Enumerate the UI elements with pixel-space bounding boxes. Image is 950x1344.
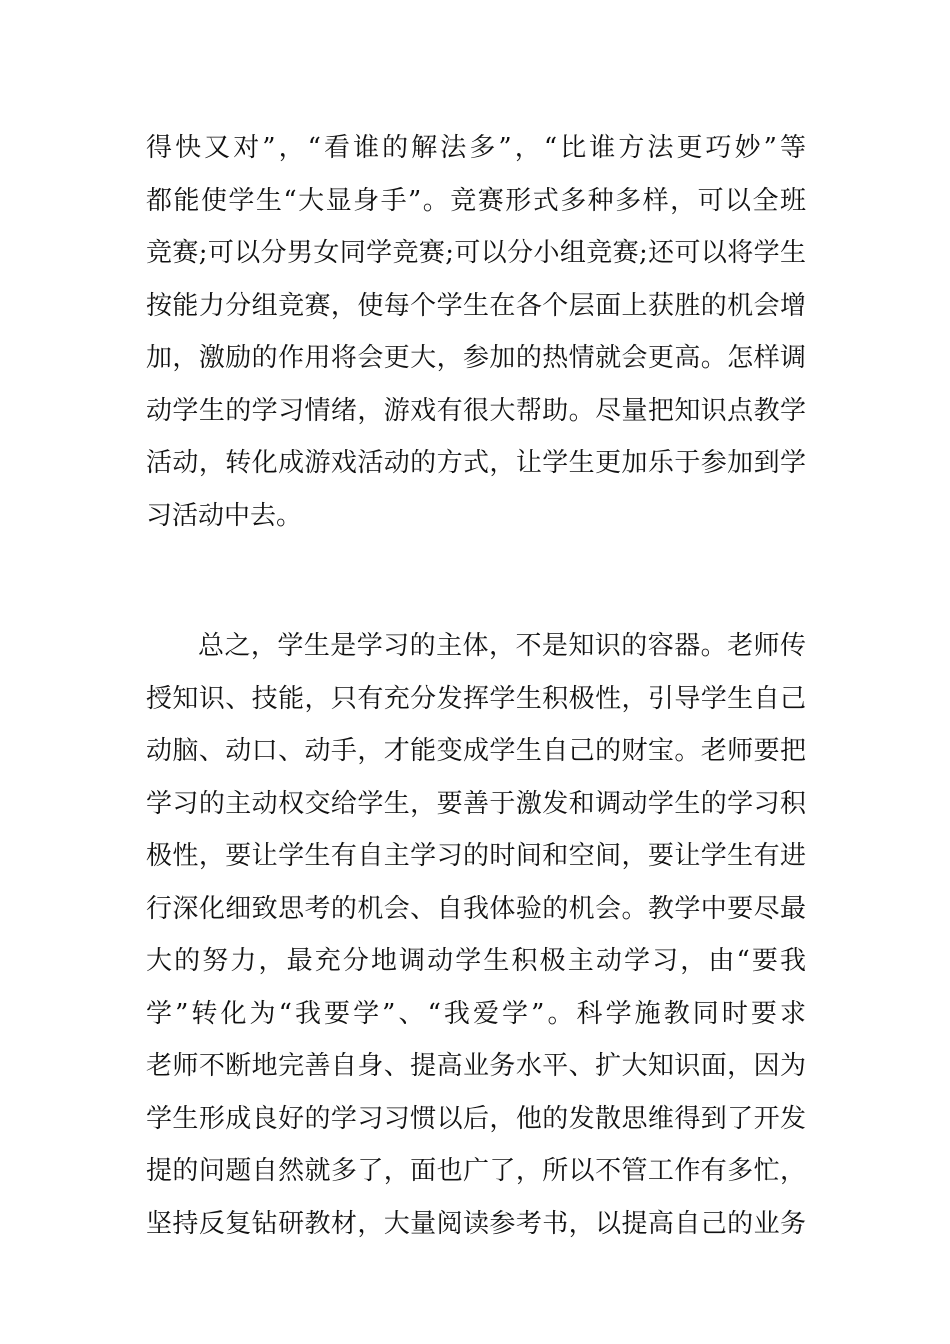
paragraph-line: 都能使学生“大显身手”。竞赛形式多种多样，可以全班 xyxy=(146,185,806,216)
paragraph-line: 坚持反复钻研教材，大量阅读参考书，以提高自己的业务 xyxy=(146,1208,806,1239)
paragraph-line: 活动，转化成游戏活动的方式，让学生更加乐于参加到学 xyxy=(146,448,806,478)
paragraph-line: 老师不断地完善自身、提高业务水平、扩大知识面，因为 xyxy=(146,1051,806,1081)
paragraph-line: 学习的主动权交给学生，要善于激发和调动学生的学习积 xyxy=(146,788,806,819)
paragraph-line: 授知识、技能，只有充分发挥学生积极性，引导学生自己 xyxy=(146,683,806,714)
paragraph-line: 动脑、动口、动手，才能变成学生自己的财宝。老师要把 xyxy=(146,736,806,766)
paragraph-line: 动学生的学习情绪，游戏有很大帮助。尽量把知识点教学 xyxy=(146,395,806,426)
paragraph-line: 学”转化为“我要学”、“我爱学”。科学施教同时要求 xyxy=(146,998,806,1029)
paragraph-line: 加，激励的作用将会更大，参加的热情就会更高。怎样调 xyxy=(146,343,806,373)
paragraph-line: 得快又对”，“看谁的解法多”，“比谁方法更巧妙”等 xyxy=(146,133,806,163)
paragraph-line: 竞赛;可以分男女同学竞赛;可以分小组竞赛;还可以将学生 xyxy=(146,238,806,268)
paragraph-line: 按能力分组竞赛，使每个学生在各个层面上获胜的机会增 xyxy=(146,290,806,321)
paragraph-line: 行深化细致思考的机会、自我体验的机会。教学中要尽最 xyxy=(146,893,806,924)
paragraph-line: 总之，学生是学习的主体，不是知识的容器。老师传 xyxy=(198,631,806,661)
paragraph-1 xyxy=(146,122,806,542)
paragraph-line: 大的努力，最充分地调动学生积极主动学习，由“要我 xyxy=(146,946,806,976)
paragraph-line: 习活动中去。 xyxy=(146,500,303,531)
paragraph-line: 学生形成良好的学习习惯以后，他的发散思维得到了开发 xyxy=(146,1103,806,1134)
paragraph-line: 极性，要让学生有自主学习的时间和空间，要让学生有进 xyxy=(146,841,806,871)
paragraph-line: 提的问题自然就多了，面也广了，所以不管工作有多忙， xyxy=(146,1156,806,1186)
paragraph-2 xyxy=(146,620,806,1250)
